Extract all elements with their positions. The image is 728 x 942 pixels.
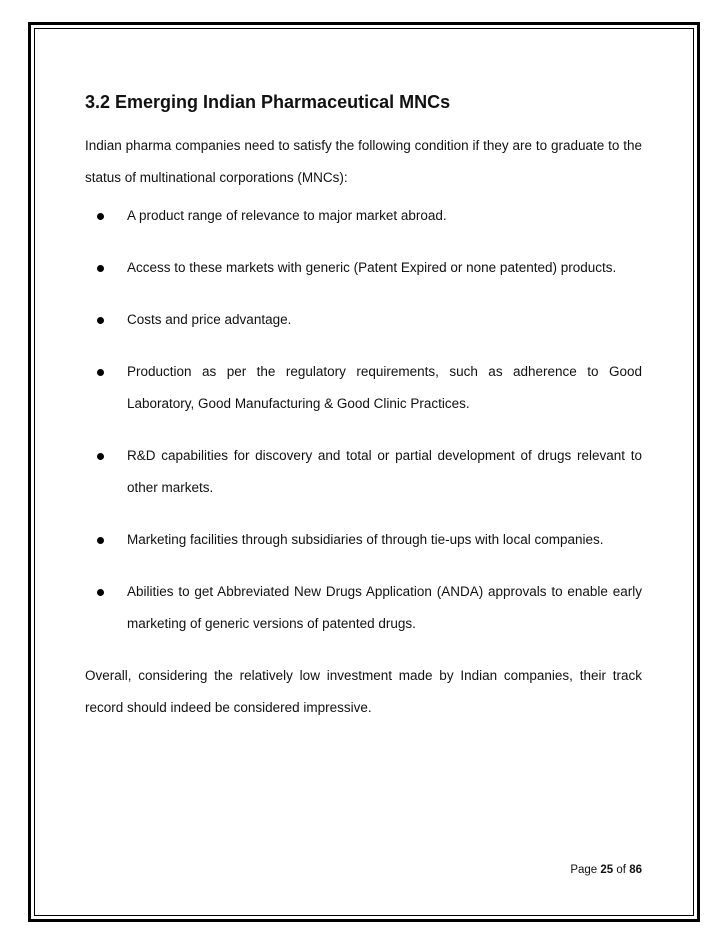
list-item [85, 200, 642, 232]
requirements-list [85, 200, 642, 640]
bullet-icon [97, 537, 104, 544]
bullet-icon [97, 369, 104, 376]
list-item [85, 252, 642, 284]
list-item-text: Costs and price advantage. [127, 312, 292, 327]
of-word: of [616, 864, 626, 876]
closing-paragraph: Overall, considering the relatively low investment made by Indian companies, their track record should indeed be considered impressive. [85, 668, 642, 715]
bullet-icon [97, 265, 104, 272]
total-pages: 86 [629, 864, 642, 876]
list-item [85, 304, 642, 336]
page-number: 25 [600, 864, 614, 876]
bullet-icon [97, 213, 104, 220]
list-item-text: A product range of relevance to major market abroad. [127, 208, 447, 223]
bullet-icon [97, 589, 104, 596]
bullet-icon [97, 317, 104, 324]
section-heading: 3.2 Emerging Indian Pharmaceutical MNCs [85, 92, 451, 112]
list-item [85, 356, 642, 420]
page-footer [570, 864, 642, 876]
intro-paragraph: Indian pharma companies need to satisfy the following condition if they are to graduate to the status of multinational corporations (MNCs): [85, 138, 642, 185]
list-item-text: Abilities to get Abbreviated New Drugs Application (ANDA) approvals to enable early marketing of generic versions of patented drugs. [127, 584, 642, 631]
bullet-icon [97, 453, 104, 460]
list-item-text: Access to these markets with generic (Patent Expired or none patented) products. [127, 260, 617, 275]
list-item-text: Production as per the regulatory requirements, such as adherence to Good Laboratory, Good Manufacturing & Good Clinic Practices. [127, 364, 642, 411]
list-item [85, 440, 642, 504]
list-item [85, 524, 642, 556]
list-item-text: Marketing facilities through subsidiaries of through tie-ups with local companies. [127, 532, 604, 547]
list-item [85, 576, 642, 640]
page-word: Page [570, 864, 598, 876]
list-item-text: R&D capabilities for discovery and total or partial development of drugs relevant to other markets. [127, 448, 642, 495]
document-body [85, 90, 642, 724]
